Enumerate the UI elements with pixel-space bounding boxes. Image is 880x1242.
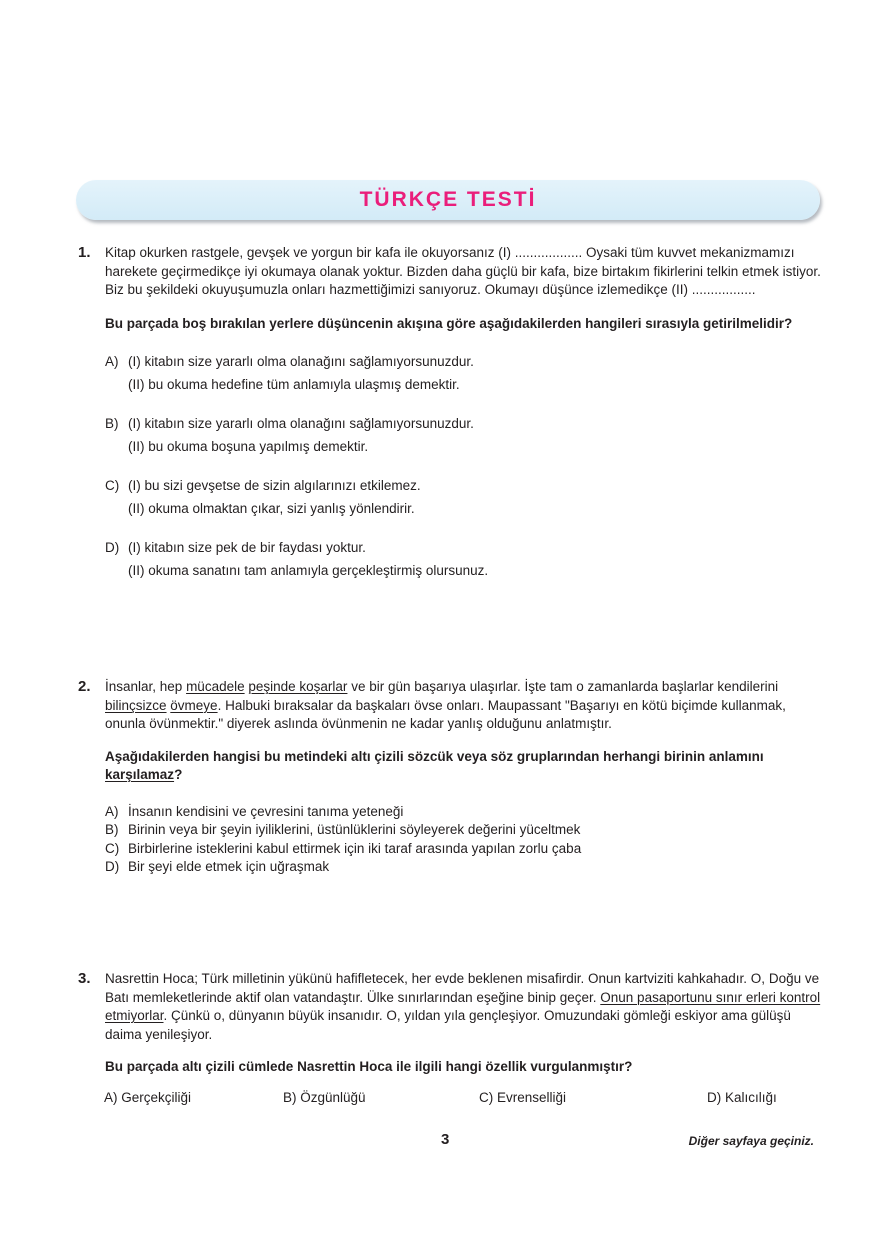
- option-letter: B): [105, 822, 119, 837]
- option-a[interactable]: [105, 353, 824, 394]
- page-number: 3: [441, 1131, 450, 1148]
- question-stem: Aşağıdakilerden hangisi bu metindeki altı çizili sözcük veya söz gruplarından herhangi birinin anlamını karşılamaz?: [105, 748, 764, 782]
- option-line-1: (I) bu sizi gevşetse de sizin algılarınızı etkilemez.: [128, 478, 421, 493]
- option-text: İnsanın kendisini ve çevresini tanıma yeteneği: [128, 803, 404, 819]
- option-letter: B): [105, 416, 119, 431]
- option-letter: D): [105, 859, 120, 874]
- question-1: [78, 244, 824, 580]
- underlined-word: mücadele: [186, 679, 245, 694]
- option-letter: A): [105, 354, 119, 369]
- option-letter: A): [105, 803, 119, 819]
- option-text: Birbirlerine isteklerini kabul ettirmek için iki taraf arasında yapılan zorlu çaba: [128, 840, 582, 856]
- option-a[interactable]: [105, 803, 824, 822]
- question-passage: Nasrettin Hoca; Türk milletinin yükünü hafifletecek, her evde beklenen misafirdir. Onun kartviziti kahkahadır. O, Doğu ve Batı memleketlerinde aktif olan vatandaştır. Ülke sınırlarından eşeğine binip geçer. Onun pasaportunu sınır erleri kontrol etmiyorlar. Çünkü o, dünyanın büyük insanıdır. O, yıldan yıla gençleşiyor. Omuzundaki gömleği eskiyor ama gülüşü daima yenileşiyor.: [105, 971, 821, 1042]
- option-line-1: (I) kitabın size yararlı olma olanağını sağlamıyorsunuzdur.: [128, 354, 474, 369]
- question-passage: Kitap okurken rastgele, gevşek ve yorgun bir kafa ile okuyorsanız (I) .................. Oysaki tüm kuvvet mekanizmamızı harekete geçirmedikçe iyi okumaya olanak yoktur. Bizden daha güçlü bir kafa, bize birtakım fikirlerini telkin etmek istiyor. Biz bu şekildeki okuyuşumuzla onları hazmettiğimizi sanıyoruz. Okumayı düşünce izlemedikçe (II) .................: [105, 245, 821, 297]
- option-letter: C): [479, 1090, 494, 1105]
- question-number: 3.: [78, 970, 91, 987]
- question-stem: Bu parçada boş bırakılan yerlere düşüncenin akışına göre aşağıdakilerden hangileri sırasıyla getirilmelidir?: [105, 315, 793, 331]
- next-page-note: Diğer sayfaya geçiniz.: [688, 1134, 814, 1148]
- option-letter: C): [105, 478, 120, 493]
- option-text: Gerçekçiliği: [121, 1090, 192, 1105]
- option-b[interactable]: [105, 821, 824, 840]
- underlined-word: bilinçsizce: [105, 697, 167, 713]
- option-text: Bir şeyi elde etmek için uğraşmak: [128, 859, 330, 874]
- option-line-2: (II) okuma olmaktan çıkar, sizi yanlış yönlendirir.: [128, 500, 415, 516]
- option-line-2: (II) okuma sanatını tam anlamıyla gerçekleştirmiş olursunuz.: [128, 562, 489, 578]
- option-c[interactable]: [105, 840, 824, 859]
- question-2: [78, 678, 824, 877]
- option-text: Evrenselliği: [497, 1090, 567, 1105]
- question-3: [78, 970, 824, 1077]
- option-a[interactable]: [104, 1090, 191, 1105]
- option-line-2: (II) bu okuma boşuna yapılmış demektir.: [128, 438, 369, 454]
- question-number: 1.: [78, 244, 91, 261]
- question-stem: Bu parçada altı çizili cümlede Nasrettin Hoca ile ilgili hangi özellik vurgulanmıştır?: [105, 1059, 633, 1074]
- question-passage: İnsanlar, hep mücadele peşinde koşarlar ve bir gün başarıya ulaşırlar. İşte tam o zamanlarda başlarlar kendilerini bilinçsizce övmeye. Halbuki bıraksalar da başkaları övse onları. Maupassant "Başarıyı en kötü biçimde kullanmak, onunla övünmektir." diyerek aslında övünmenin ne kadar yanlış olduğunu anlatmıştır.: [105, 679, 786, 731]
- option-c[interactable]: [479, 1090, 566, 1105]
- underlined-word: övmeye: [170, 697, 218, 713]
- question-number: 2.: [78, 678, 91, 695]
- option-text: Birinin veya bir şeyin iyiliklerini, üstünlüklerini söyleyerek değerini yüceltmek: [128, 822, 581, 837]
- option-line-1: (I) kitabın size pek de bir faydası yoktur.: [128, 540, 366, 555]
- option-letter: D): [105, 540, 120, 555]
- option-d[interactable]: [707, 1090, 777, 1105]
- underlined-negation: karşılamaz: [105, 767, 175, 782]
- option-text: Kalıcılığı: [725, 1090, 777, 1105]
- underlined-sentence: Onun pasaportunu sınır erleri kontrol etmiyorlar: [105, 989, 821, 1023]
- underlined-phrase: peşinde koşarlar: [248, 679, 348, 694]
- title-banner: [76, 180, 820, 220]
- option-d[interactable]: [105, 539, 824, 580]
- option-letter: B): [283, 1090, 297, 1105]
- option-c[interactable]: [105, 477, 824, 518]
- option-line-2: (II) bu okuma hedefine tüm anlamıyla ulaşmış demektir.: [128, 376, 460, 392]
- option-letter: D): [707, 1090, 722, 1105]
- option-b[interactable]: [283, 1090, 366, 1105]
- test-title: TÜRKÇE TESTİ: [359, 188, 537, 211]
- option-text: Özgünlüğü: [300, 1090, 366, 1105]
- option-b[interactable]: [105, 415, 824, 456]
- option-d[interactable]: [105, 858, 824, 877]
- option-letter: C): [105, 840, 120, 856]
- option-line-1: (I) kitabın size yararlı olma olanağını sağlamıyorsunuzdur.: [128, 416, 474, 431]
- option-letter: A): [104, 1090, 118, 1105]
